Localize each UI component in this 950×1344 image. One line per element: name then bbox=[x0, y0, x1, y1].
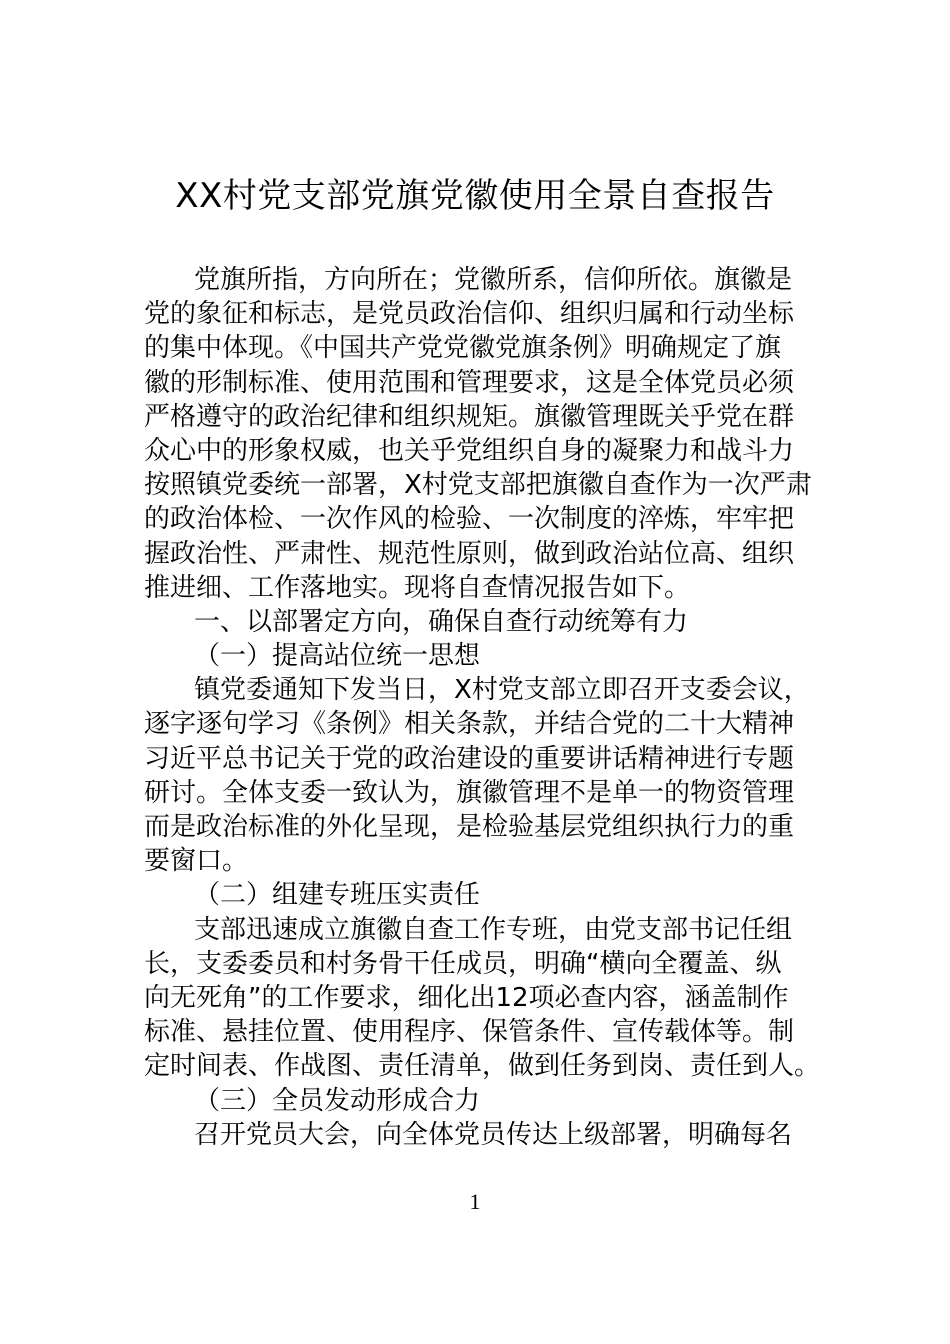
subsection-heading: （二）组建专班压实责任 bbox=[194, 880, 481, 911]
paragraph-line: 支部迅速成立旗徽自查工作专班，由党支部书记任组 bbox=[194, 914, 793, 945]
section-heading: 一、以部署定方向，确保自查行动统筹有力 bbox=[194, 606, 689, 637]
paragraph-line: 定时间表、作战图、责任清单，做到任务到岗、责任到人。 bbox=[144, 1051, 821, 1082]
paragraph-line: 而是政治标准的外化呈现，是检验基层党组织执行力的重 bbox=[144, 812, 795, 842]
paragraph-line: 镇党委通知下发当日，X村党支部立即召开支委会议， bbox=[194, 675, 810, 706]
paragraph-line: 党的象征和标志，是党员政治信仰、组织归属和行动坐标 bbox=[144, 299, 795, 330]
paragraph-line: 研讨。全体支委一致认为，旗徽管理不是单一的物资管理 bbox=[144, 777, 795, 808]
document-body bbox=[144, 263, 821, 1152]
paragraph-line: 要窗口。 bbox=[144, 846, 249, 877]
paragraph-line: 向无死角”的工作要求，细化出12项必查内容，涵盖制作 bbox=[144, 982, 789, 1013]
paragraph-line: 召开党员大会，向全体党员传达上级部署，明确每名 bbox=[194, 1119, 793, 1150]
paragraph-line: 的集中体现。《中国共产党党徽党旗条例》明确规定了旗 bbox=[144, 333, 782, 364]
document-title: XX村党支部党旗党徽使用全景自查报告 bbox=[175, 176, 775, 216]
paragraph-line: 党旗所指，方向所在；党徽所系，信仰所依。旗徽是 bbox=[194, 265, 793, 295]
subsection-heading: （一）提高站位统一思想 bbox=[194, 641, 481, 672]
paragraph-line: 严格遵守的政治纪律和组织规矩。旗徽管理既关乎党在群 bbox=[144, 401, 795, 432]
paragraph-line: 长，支委委员和村务骨干任成员，明确“横向全覆盖、纵 bbox=[144, 948, 782, 979]
subsection-heading: （三）全员发动形成合力 bbox=[194, 1085, 481, 1116]
paragraph-line: 按照镇党委统一部署，X村党支部把旗徽自查作为一次严肃 bbox=[144, 470, 812, 501]
paragraph-line: 众心中的形象权威，也关乎党组织自身的凝聚力和战斗力 bbox=[144, 435, 795, 466]
paragraph-line: 习近平总书记关于党的政治建设的重要讲话精神进行专题 bbox=[144, 743, 795, 774]
paragraph-line: 的政治体检、一次作风的检验、一次制度的淬炼，牢牢把 bbox=[144, 504, 795, 535]
paragraph-line: 徽的形制标准、使用范围和管理要求，这是全体党员必须 bbox=[144, 367, 795, 398]
paragraph-line: 推进细、工作落地实。现将自查情况报告如下。 bbox=[144, 572, 691, 603]
page-number: 1 bbox=[469, 1189, 481, 1214]
paragraph-line: 握政治性、严肃性、规范性原则，做到政治站位高、组织 bbox=[144, 538, 795, 569]
paragraph-line: 逐字逐句学习《条例》相关条款，并结合党的二十大精神 bbox=[144, 709, 795, 740]
paragraph-line: 标准、悬挂位置、使用程序、保管条件、宣传载体等。制 bbox=[144, 1017, 795, 1048]
